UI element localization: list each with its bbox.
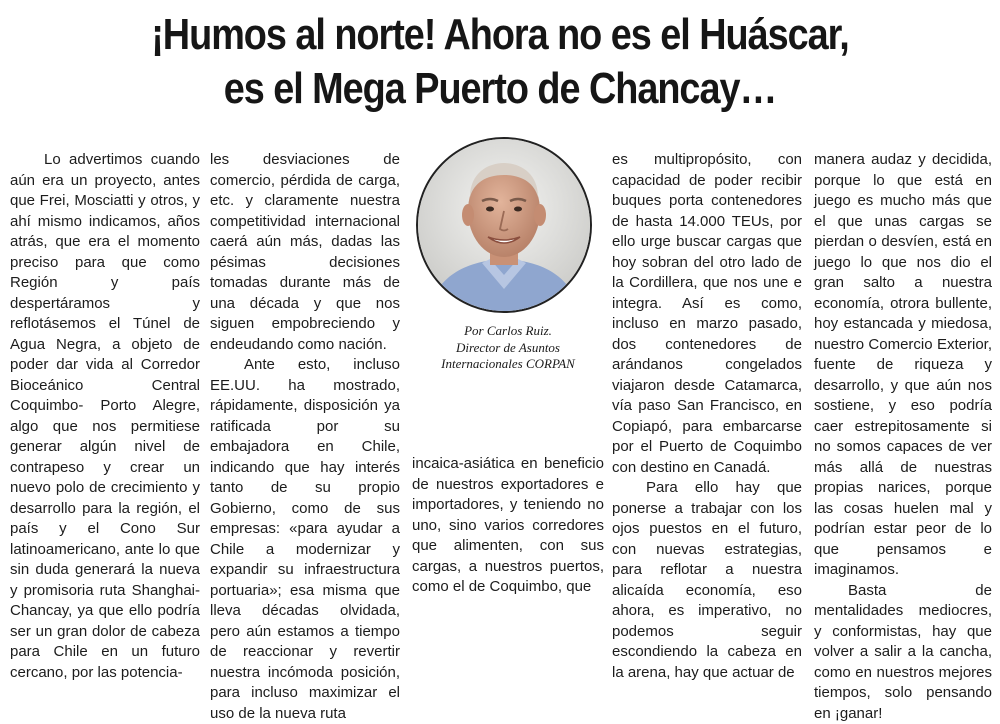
paragraph: Lo advertimos cuando aún era un proyecto, antes que Frei, Mosciatti y otros, y ahí mismo indicamos, años atrás, que era el momento preciso para que como Región y país despertáramos y reflotásemos el Túnel de Agua Negra, a objeto de poder dar vida al Corredor Bioceánico Central Coquimbo- Porto Alegre, algo que nos permitiese generar algún nivel de contrapeso y crear un nuevo polo de crecimiento y desarrollo para la región, el país y el Cono Sur latinoamericano, ante lo que sin duda generará la nueva y promisoria ruta Shanghai-Chancay, ya que ello podría ser un gran dolor de cabeza para Chile en un futuro cercano, por las potencia-: [10, 150, 200, 683]
paragraph: manera audaz y decidida, porque lo que está en juego es mucho más que el que unas cargas se pierdan o desvíen, está en juego lo que nos dio el gran salto a nuestra economía, otrora bullente, hoy estancada y miedosa, nuestro Comercio Exterior, fuente de riqueza y desarrollo, y que aún nos sostiene, y eso podría caer estrepitosamente si no somos capaces de ver más allá de nuestras propias narices, porque las cosas huelen mal y podrían estar peor de lo que pensamos e imaginamos.: [814, 150, 992, 581]
paragraph: les desviaciones de comercio, pérdida de carga, etc. y claramente nuestra competitividad internacional caerá aún más, dadas las pésimas decisiones tomadas durante más de una década y que nos siguen empobreciendo y endeudando como nación.: [210, 150, 400, 355]
article-column-5: [814, 150, 992, 724]
article-column-2: [210, 150, 400, 724]
paragraph: Basta de mentalidades mediocres, y conformistas, hay que volver a salir a la cancha, como en nuestros mejores tiempos, solo pensando en ¡ganar!: [814, 581, 992, 724]
author-portrait: [416, 137, 592, 313]
article-column-1: [10, 150, 200, 683]
headline-line-2: es el Mega Puerto de Chancay…: [70, 62, 930, 116]
headline: [70, 8, 930, 116]
byline: [410, 323, 606, 373]
author-photo: [418, 139, 590, 311]
paragraph: Ante esto, incluso EE.UU. ha mostrado, rápidamente, disposición ya ratificada por su embajadora en Chile, indicando que hay interés tanto de su propio Gobierno, como de sus empresas: «para ayudar a Chile a modernizar y expandir su infraestructura portuaria»; esa misma que lleva décadas olvidada, pero aún estamos a tiempo de reaccionar y revertir nuestra incómoda posición, para incluso maximizar el uso de la nueva ruta: [210, 355, 400, 724]
paragraph: incaica-asiática en beneficio de nuestros exportadores e importadores, y teniendo no uno, sino varios corredores que alimenten, con sus cargas, a nuestros puertos, como el de Coquimbo, que: [412, 454, 604, 598]
article-column-3: [412, 454, 604, 598]
headline-line-1: ¡Humos al norte! Ahora no es el Huáscar,: [70, 8, 930, 62]
byline-organization: Internacionales CORPAN: [410, 356, 606, 373]
paragraph: es multipropósito, con capacidad de poder recibir buques porta contenedores de hasta 14.000 TEUs, por ello urge buscar cargas que hoy sobran del otro lado de la Cordillera, que nos une e integra. Así es como, incluso en marzo pasado, dos contenedores de arándanos congelados viajaron desde Catamarca, vía paso San Francisco, en Copiapó, para embarcarse por el Puerto de Coquimbo con destino en Canadá.: [612, 150, 802, 478]
byline-role: Director de Asuntos: [410, 340, 606, 357]
paragraph: Para ello hay que ponerse a trabajar con los ojos puestos en el futuro, con nuevas estrategias, para reflotar a nuestra alicaída economía, eso ahora, es imperativo, no podemos seguir escondiendo la cabeza en la arena, hay que actuar de: [612, 478, 802, 683]
byline-author: Por Carlos Ruiz.: [410, 323, 606, 340]
article-column-4: [612, 150, 802, 683]
